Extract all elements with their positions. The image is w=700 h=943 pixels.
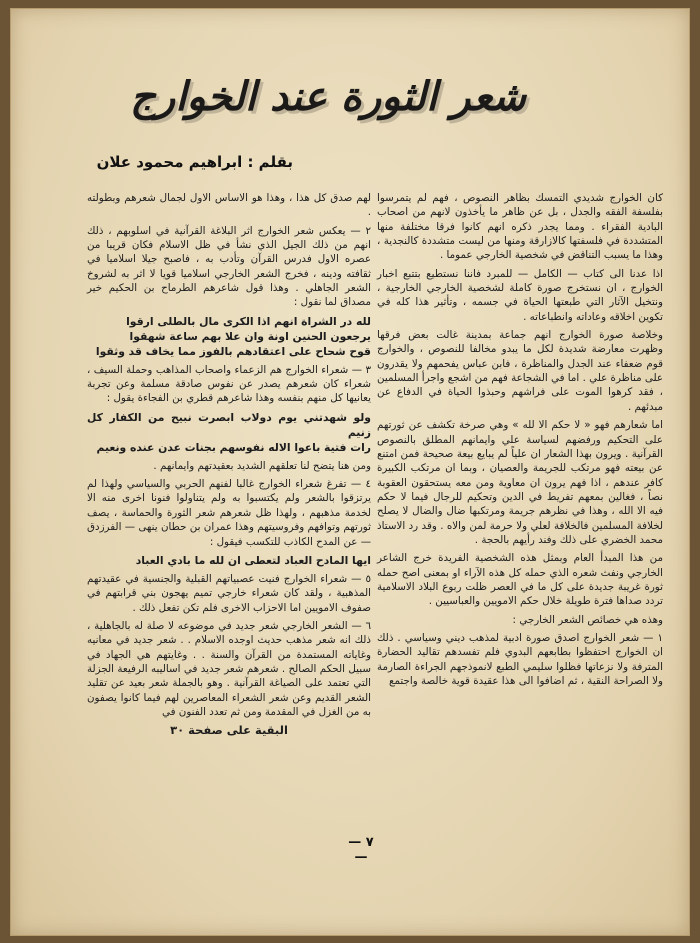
- magazine-page: [10, 8, 690, 936]
- paragraph: لهم صدق كل هذا ، وهذا هو الاساس الاول لجمال شعرهم وبطولته .: [87, 192, 371, 219]
- left-column: [87, 191, 371, 738]
- poem-verse: [87, 410, 371, 455]
- poem-verse: [87, 314, 371, 359]
- paragraph: ٤ — تفرغ شعراء الخوارج غالبا لفنهم الحربي والسياسي ولهذا لم يرتزقوا بالشعر ولم يكتسبوا به ولم يتناولوا فنونا اخرى منه الا لخدمة مذهبهم ، ولهذا ظل شعرهم شعر الثورة والحماسة ، يصف ثورتهم وتوافهم وفروسيتهم وهذا عمران بن حطان ينهى — الفرزدق — عن المدح الكاذب للتكسب فيقول :: [87, 478, 371, 548]
- verse-line: ايها المادح العباد لتعطى ان لله ما بادي العباد: [135, 553, 371, 567]
- paragraph: كان الخوارج شديدي التمسك بظاهر النصوص ، فهم لم يتمرسوا بفلسفة الفقه والجدل ، بل عن ظاهر ما يأخذون لانهم من اصحاب البادية الفقراء . ومما يجدر ذكره انهم كانوا فرقا مختلفة منها المتشددة في فلسفتها كالازارقة ومنها من ليست متشددة كالنجدية ، وهذا ما يسبب التناقض في شخصية الخارجي عموما .: [377, 192, 663, 262]
- paragraph: من هذا المبدأ العام وبمثل هذه الشخصية الفريدة خرج الشاعر الخارجي ونفث شعره الذي حمله كل هذه الآراء او بمعنى اصح حمله ثورة غريبة جديدة على كل ما في العصر ظلت ربوع البلاد الاسلامية تردد صداها فترة طويلة خلال حكم الامويين والعباسيين .: [377, 552, 663, 608]
- paragraph: اذا عدنا الى كتاب — الكامل — للمبرد فاننا نستطيع بتتبع اخبار الخوارج ، ان نستخرج صورة كاملة لشخصية الخارجي الخارجية ، ونتخيل الآثار التي طبعتها الحياة في جسمه ، وتأثير هذا كله في تكوين اخلاقه وعاداته وانطباعاته .: [377, 267, 663, 323]
- verse-line: يرجعون الحنين اونة وان علا بهم ساعة شهقوا: [129, 329, 371, 343]
- paragraph: ٦ — الشعر الخارجي شعر جديد في موضوعه لا صلة له بالجاهلية ، ذلك انه شعر مذهب حديث اوجده الاسلام . . شعر جديد في معانيه وغاياته المستمدة من القرآن والسنة . . وغايتهم هي الجهاد في سبيل الحكم الصالح . شعرهم شعر جديد في اساليبه الرفيعة الجزلة التي تعتمد على الصياغة القرآنية . وهو بالجملة شعر بعيد عن تقليد الشعر القديم وعن شعر الشعراء المعاصرين لهم فيما كانوا يصفون به من الغزل في المقدمة ومن ثم تعدد الفنون في: [87, 619, 371, 718]
- verse-line: قوح شحاح على اعتقادهم بالفوز مما يخاف قد وثقوا: [95, 344, 371, 358]
- page-number: — ٧ —: [348, 835, 374, 865]
- paragraph: ومن هنا يتضح لنا تعلقهم الشديد بعقيدتهم وايمانهم .: [153, 459, 371, 472]
- verse-line: رات فتية باعوا الاله نفوسهم بجنات عدن عنده ونعيم: [96, 440, 371, 454]
- paragraph: وخلاصة صورة الخوارج انهم جماعة بمدينة غالت بعض فرقها وظهرت معارضة شديدة لكل ما يبدو مخالفا للنصوص ، والخوارج قوم ضعفاء عند الجدل والمناظرة ، فابن عباس يفحمهم ولا يقدرون على مناظرة علي . اما في الشجاعة فهم من اشجع واجرأ المسلمين ، فقد كرهوا الموت على فراشهم وحبذوا الحياة في الدفاع عن مبدئهم .: [377, 329, 663, 413]
- paragraph: ٣ — شعراء الخوارج هم الزعماء واصحاب المذاهب وحملة السيف ، شعراء كان شعرهم يصدر عن نفوس صادقة مسلمة وعن تجربة يعانيها كل منهم بنفسه وهذا شاعرهم قطري بن الفجاءة يقول :: [87, 363, 371, 405]
- paragraph: اما شعارهم فهو « لا حكم الا لله » وهي صرخة تكشف عن ثورتهم على التحكيم ورفضهم لسياسة علي وايمانهم المطلق بالنصوص القرآنية . ويرون بهذا الشعار ان علياً لم يبايع بيعة صحيحة فمن امتنع عن بيعته فهو مرتكب للجريمة والعصيان ، وبما ان مرتكب الكبيرة كافر عندهم ، اذا فهم يرون ان معاوية ومن معه يستحقون العقوبة نصاً ، فغالين بمعهم تفريط في الدين وتحكيم للرجال فيما لا حكم فيه الا الله ، وهذا في نظرهم جريمة ومرتكبها ضال والضال لا يصلح لخلافة المسلمين فالخلافة لعلي ولا حرمة لمن والاه . وقد رد الاستاذ محمد الخضري على ذلك وفند رأيهم بالحجة .: [377, 419, 663, 546]
- article-title: شعر الثورة عند الخوارج: [130, 73, 526, 120]
- paragraph: ١ — شعر الخوارج اصدق صورة ادبية لمذهب ديني وسياسي . ذلك ان الخوارج احتفظوا بطابعهم البدوي فلم تفسدهم تقاليد الحضارة المترفة ولا نزعاتها فظلوا سليمي الطبع لانموذجهم الجراءة الصارمة ولا الصراحة النقية ، ثم اضافوا الى هذا عقيدة قوية خالصة واجتمع: [377, 631, 663, 687]
- author-byline: بقلم : ابراهيم محمود علان: [96, 153, 293, 171]
- poem-verse: [87, 553, 371, 568]
- continued-note: البقية على صفحة ٣٠: [170, 723, 288, 738]
- right-column: [377, 191, 663, 692]
- paragraph: ٢ — يعكس شعر الخوارج اثر البلاغة القرآنية في اسلوبهم ، ذلك انهم من ذلك الجيل الذي نشأ في ظل الاسلام فكان قريبا من عصره الاول فدرس القرآن وتأدب به ، فاصبح جيلا اسلاميا في ثقافته ودينه ، فخرج الشعر الخارجي اسلاميا قويا لا اثر به لشروخ الشعر الجاهلي . وهذا قول شاعرهم الطرماح بن الحكيم خير مصداق لما نقول :: [87, 224, 371, 309]
- verse-line: ولو شهدتني يوم دولاب ابصرت نبيح من الكفار كل زنيم: [87, 410, 371, 439]
- verse-line: لله در الشراة انهم اذا الكرى مال بالطلى ارقوا: [126, 314, 371, 328]
- paragraph: ٥ — شعراء الخوارج فنيت عصبياتهم القبلية والجنسية في عقيدتهم المذهبية ، ولقد كان شعراء خارجي تميم يهجون بني قرابتهم في صفوف الامويين اما الاحزاب الاخرى فلم تكن تفعل ذلك .: [87, 572, 371, 614]
- section-heading: وهذه هي خصائص الشعر الخارجي :: [512, 613, 663, 626]
